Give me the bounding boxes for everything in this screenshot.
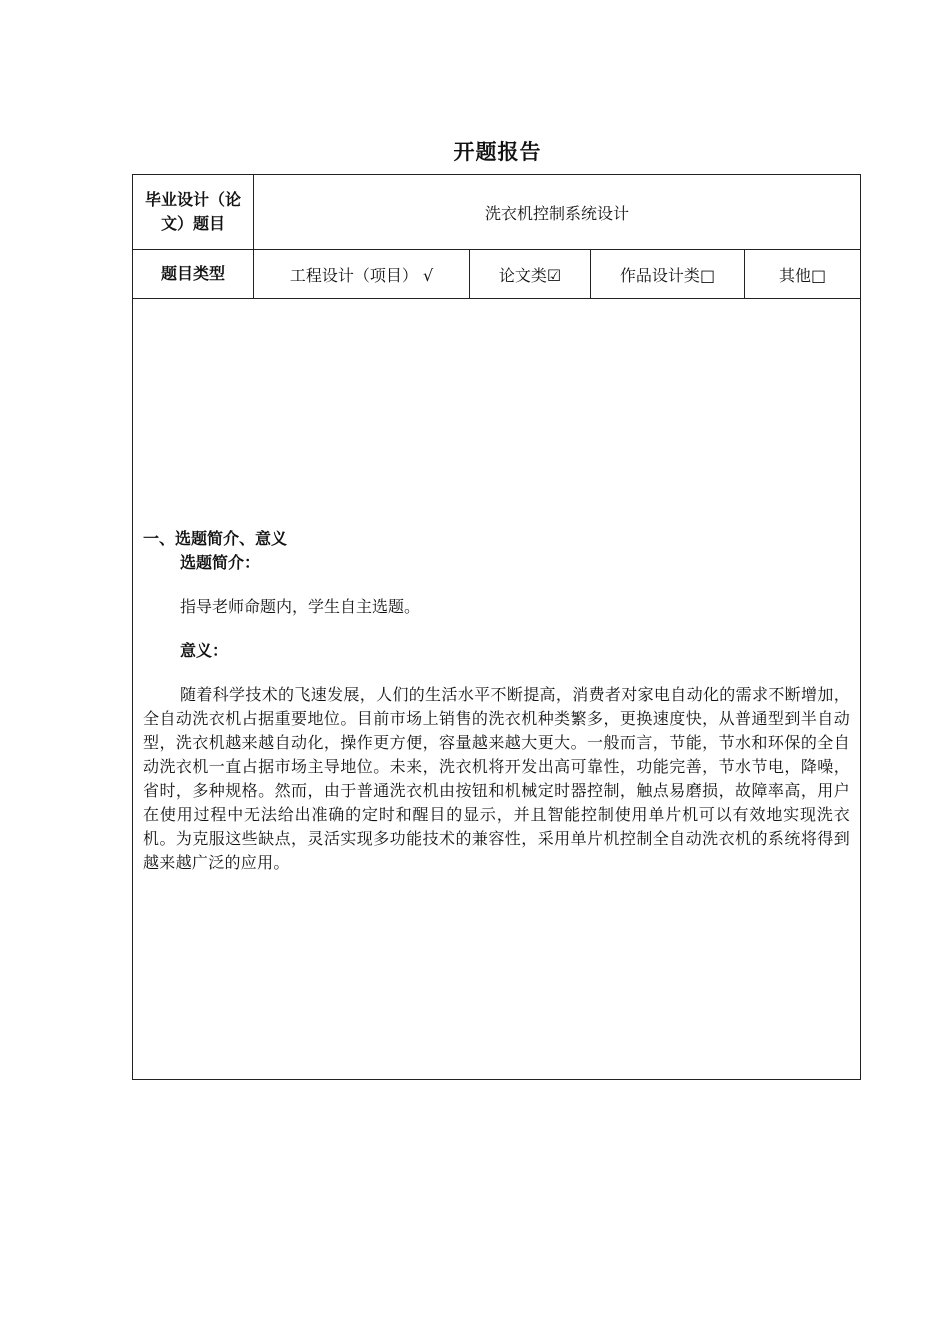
type-label: 题目类型: [160, 264, 225, 283]
type-option-other: [745, 250, 861, 299]
type-option-engineering: [254, 250, 470, 299]
type-option-label: 其他: [778, 265, 811, 285]
proposal-table: [132, 174, 861, 1080]
page-title: 开题报告: [453, 140, 542, 164]
intro-text: 指导老师命题内，学生自主选题。: [180, 597, 421, 616]
type-option-label: 论文类: [498, 265, 547, 285]
section-heading: 一、选题简介、意义: [143, 529, 288, 548]
type-option-work-design: [591, 250, 745, 299]
checked-box-icon: ☑: [546, 265, 562, 285]
topic-value: 洗衣机控制系统设计: [485, 203, 630, 223]
content-body: [133, 503, 860, 875]
type-option-thesis: [470, 250, 591, 299]
type-option-label: 作品设计类: [619, 265, 700, 285]
topic-value-cell: [254, 175, 861, 250]
type-label-cell: [133, 250, 254, 299]
topic-row: [133, 175, 861, 250]
empty-box-icon: □: [699, 265, 716, 285]
topic-label-cell: [133, 175, 254, 250]
content-row: [133, 299, 861, 1080]
type-option-label: 工程设计（项目）: [289, 265, 418, 285]
intro-label: 选题简介：: [180, 553, 261, 572]
empty-box-icon: □: [810, 265, 827, 285]
type-row: [133, 250, 861, 299]
content-cell: [133, 299, 861, 1080]
meaning-text: 随着科学技术的飞速发展，人们的生活水平不断提高，消费者对家电自动化的需求不断增加，全自动洗衣机占据重要地位。目前市场上销售的洗衣机种类繁多，更换速度快，从普通型到半自动型，洗衣机越来越自动化，操作更方便，容量越来越大更大。一般而言，节能，节水和环保的全自动洗衣机一直占据市场主导地位。未来，洗衣机将开发出高可靠性，功能完善，节水节电，降噪，省时，多种规格。然而，由于普通洗衣机由按钮和机械定时器控制，触点易磨损，故障率高，用户在使用过程中无法给出准确的定时和醒目的显示，并且智能控制使用单片机可以有效地实现洗衣机。为克服这些缺点，灵活实现多功能技术的兼容性，采用单片机控制全自动洗衣机的系统将得到越来越广泛的应用。: [143, 685, 851, 872]
check-mark-icon: √: [422, 265, 434, 285]
meaning-label: 意义：: [180, 641, 229, 660]
topic-label: 毕业设计（论文）题目: [144, 190, 241, 233]
